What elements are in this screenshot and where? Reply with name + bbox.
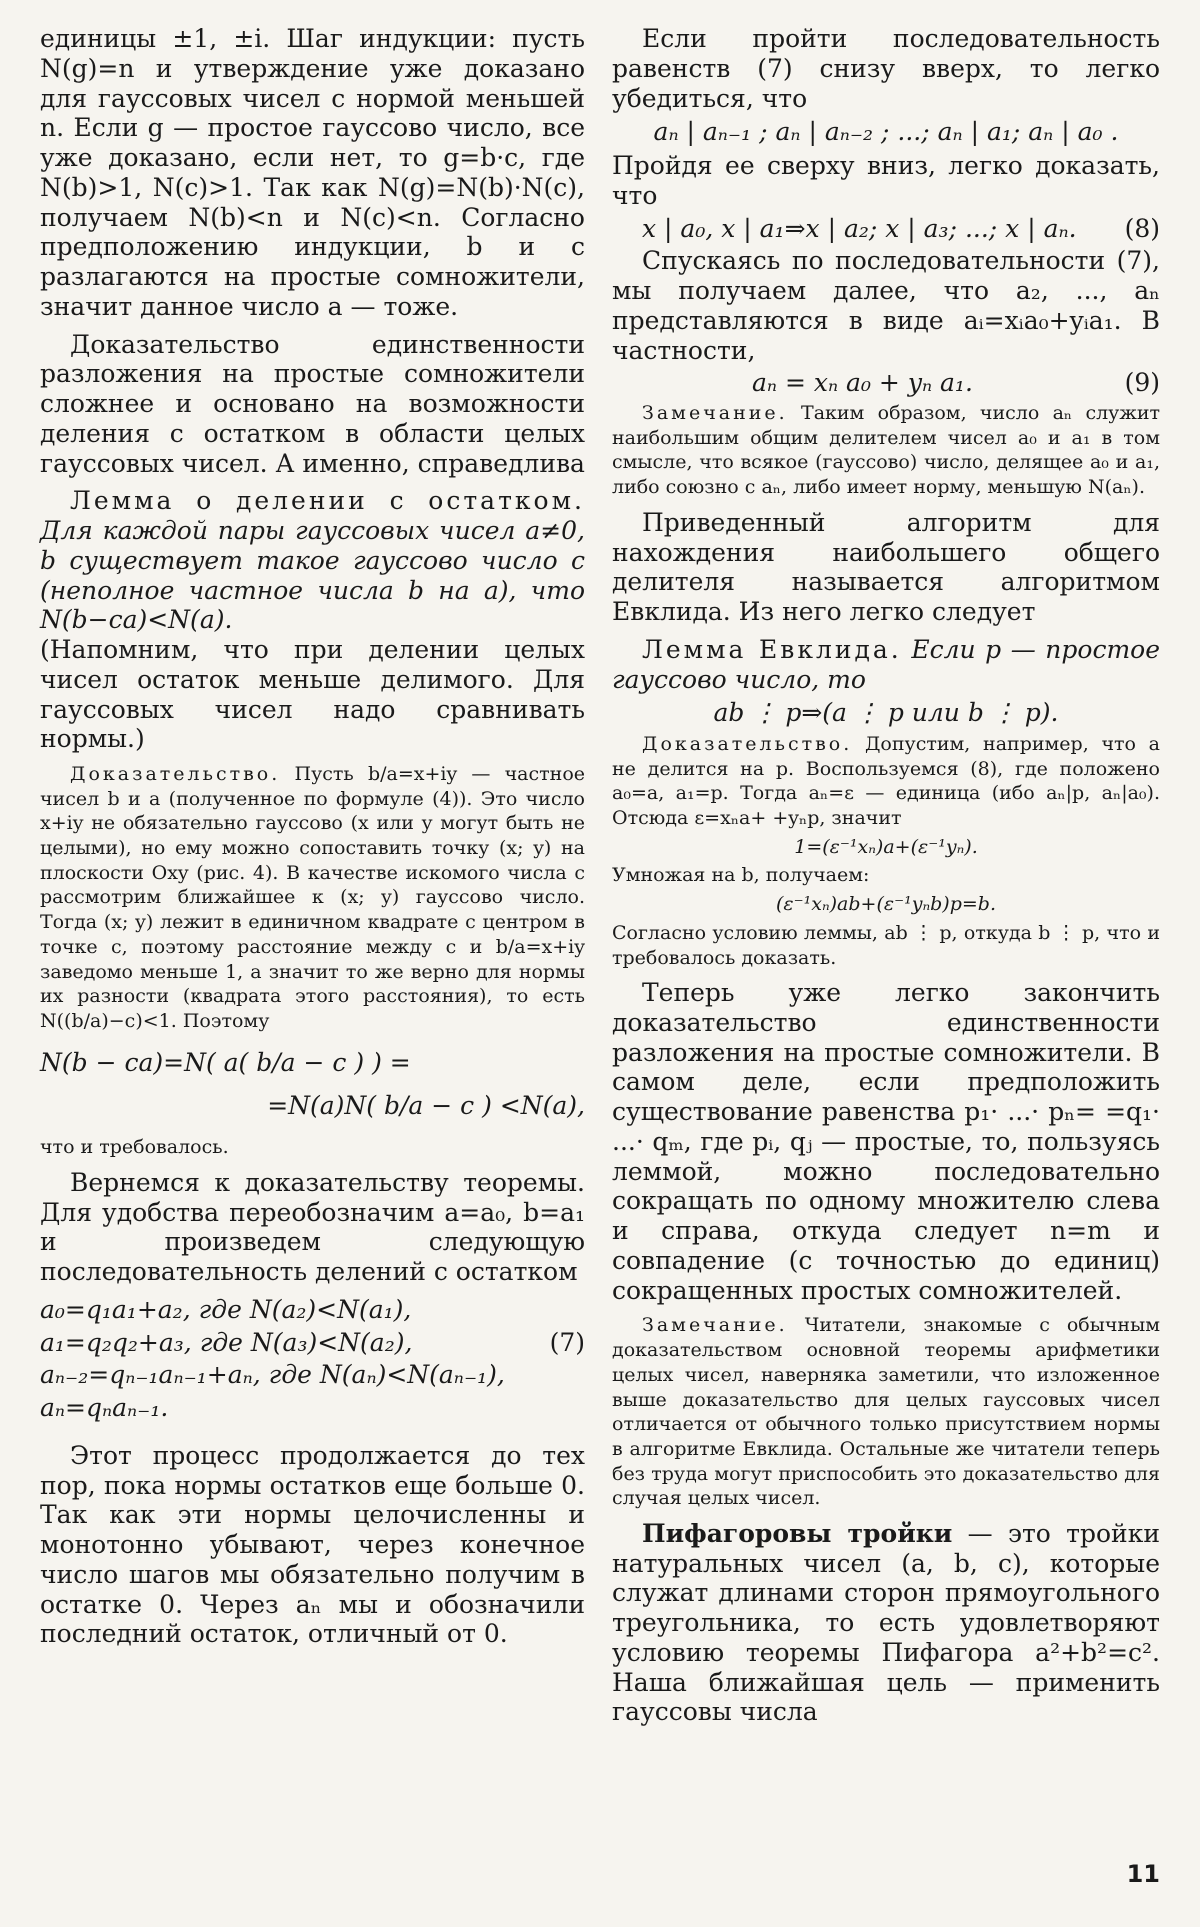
remark-readers-head: Замечание.	[642, 1314, 788, 1337]
formula-proof-2: (ε⁻¹xₙ)ab+(ε⁻¹yₙb)p=b.	[775, 893, 997, 916]
formula-8-text: x | a₀, x | a₁⇒x | a₂; x | a₃; ...; x | aₙ.	[642, 213, 1077, 243]
formula-norm-1: N(b − ca)=N( a( b/a − c ) ) =	[40, 1047, 411, 1077]
proof-division-text: Пусть b/a=x+iy — частное чисел b и a (полученное по формуле (4)). Это число x+iy не обязательно гауссово (x или y могут быть не целыми), но ему можно сопоставить точку (x; y) на плоскости Oxy (рис. 4). В качестве искомого числа c рассмотрим ближайшее к (x; y) гауссово число. Тогда (x; y) лежит в единичном квадрате с центром в точке c, поэтому расстояние между c и b/a=x+iy заведомо меньше 1, а значит то же верно для нормы их разности (квадрата этого расстояния), то есть N((b/a)−c)<1. Поэтому	[40, 763, 586, 1032]
equation-line-2-text: a₁=q₂q₂+a₃, где N(a₃)<N(a₂),	[40, 1327, 413, 1357]
remark-readers	[612, 1313, 1160, 1511]
formula-divides-an: aₙ | aₙ₋₁ ; aₙ | aₙ₋₂ ; ...; aₙ | a₁; aₙ | a₀ .	[653, 117, 1119, 147]
proof-euclid-head: Доказательство.	[642, 733, 853, 755]
paragraph-uniqueness-finish: Теперь уже легко закончить доказательство единственности разложения на простые сомножители. В самом деле, если предположить существование равенства p₁· ...· pₙ= =q₁· ...· qₘ, где pᵢ, qⱼ — простые, то, пользуясь леммой, можно последовательно сокращать по одному множителю слева и справа, откуда следует n=m и совпадение (с точностью до единиц) сокращенных простых сомножителей.	[612, 978, 1160, 1305]
remark-gcd-text: Таким образом, число aₙ служит наибольшим общим делителем чисел a₀ и a₁ в том смысле, что всякое (гауссово) число, делящее a₀ и a₁, либо союзно с aₙ, либо имеет норму, меньшую N(aₙ).	[612, 402, 1160, 499]
proof-division-head: Доказательство.	[70, 763, 281, 785]
paragraph-uniqueness-intro: Доказательство единственности разложения на простые сомножители сложнее и основано на возможности деления с остатком в области целых гауссовых чисел. А именно, справедлива	[40, 329, 585, 478]
equation-number-8: (8)	[1124, 213, 1160, 243]
equation-line-1	[40, 1295, 585, 1325]
lemma-euclid-formula: ab ⋮ p⇒(a ⋮ p или b ⋮ p).	[713, 698, 1059, 728]
paragraph-remind: (Напомним, что при делении целых чисел остаток меньше делимого. Для гауссовых чисел надо сравнивать нормы.)	[40, 635, 585, 754]
pythagorean-text: — это тройки натуральных чисел (a, b, c), которые служат длинами сторон прямоугольного треугольника, то есть удовлетворяют условию теоремы Пифагора a²+b²=c². Наша ближайшая цель — применить гауссовы числа	[612, 1518, 1160, 1727]
pythagorean-term: Пифагоровы тройки	[642, 1518, 953, 1548]
proof-euclid-end: Согласно условию леммы, ab ⋮ p, откуда b ⋮ p, что и требовалось доказать.	[612, 921, 1160, 969]
proof-division	[40, 762, 585, 1034]
equation-number-7: (7)	[549, 1327, 585, 1357]
paragraph-process: Этот процесс продолжается до тех пор, пока нормы остатков еще больше 0. Так как эти нормы целочисленны и монотонно убывают, через конечное число шагов мы обязательно получим в остатке 0. Через aₙ мы и обозначили последний остаток, отличный от 0.	[40, 1440, 585, 1649]
lemma-euclid-title: Лемма Евклида.	[642, 634, 902, 664]
paragraph-descending: Спускаясь по последовательности (7), мы получаем далее, что a₂, ..., aₙ представляются в виде aᵢ=xᵢa₀+yᵢa₁. В частности,	[612, 246, 1160, 365]
left-column	[40, 24, 585, 1649]
remark-gcd	[612, 401, 1160, 500]
equation-number-9: (9)	[1124, 368, 1160, 398]
equation-line-2	[40, 1328, 585, 1358]
paragraph-induction-step: единицы ±1, ±i. Шаг индукции: пусть N(g)=n и утверждение уже доказано для гауссовых чисел с нормой меньшей n. Если g — простое гауссово число, все уже доказано, если нет, то g=b·c, где N(b)>1, N(c)>1. Так как N(g)=N(b)·N(c), получаем N(b)<n и N(c)<n. Согласно предположению индукции, b и c разлагаются на простые сомножители, значит данное число a — тоже.	[40, 24, 585, 321]
formula-proof-1: 1=(ε⁻¹xₙ)a+(ε⁻¹yₙ).	[794, 835, 978, 858]
formula-9	[612, 368, 1160, 398]
paragraph-bottom-up: Если пройти последовательность равенств (7) снизу вверх, то легко убедиться, что	[612, 24, 1160, 113]
proof-division-end: что и требовалось.	[40, 1136, 229, 1159]
page-number: 11	[1126, 1860, 1160, 1888]
lemma-division-text: Для каждой пары гауссовых чисел a≠0, b существует такое гауссово число c (неполное частное числа b на a), что N(b−ca)<N(a).	[40, 516, 585, 635]
lemma-euclid-text: Если p — простое гауссово число, то	[612, 634, 1160, 694]
lemma-euclid	[612, 635, 1160, 695]
equation-line-1-text: a₀=q₁a₁+a₂, где N(a₂)<N(a₁),	[40, 1294, 412, 1324]
remark-readers-text: Читатели, знакомые с обычным доказательством основной теоремы арифметики целых чисел, наверняка заметили, что изложенное выше доказательство для целых гауссовых чисел отличается от обычного только присутствием нормы в алгоритме Евклида. Остальные же читатели теперь без труда могут приспособить это доказательство для случая целых чисел.	[612, 1314, 1160, 1510]
equation-system-7	[40, 1295, 585, 1423]
proof-euclid-text: Допустим, например, что a не делится на p. Воспользуемся (8), где положено a₀=a, a₁=p. Тогда aₙ=ε — единица (ибо aₙ|p, aₙ|a₀). Отсюда ε=xₙa+ +yₙp, значит	[612, 733, 1160, 830]
remark-gcd-head: Замечание.	[642, 402, 788, 424]
paragraph-return: Вернемся к доказательству теоремы. Для удобства переобозначим a=a₀, b=a₁ и произведем следующую последовательность делений с остатком	[40, 1167, 585, 1286]
equation-line-4	[40, 1393, 585, 1423]
right-column	[612, 24, 1160, 1727]
lemma-division-title: Лемма о делении с остатком.	[70, 486, 585, 516]
equation-line-3-text: aₙ₋₂=qₙ₋₁aₙ₋₁+aₙ, где N(aₙ)<N(aₙ₋₁),	[40, 1360, 505, 1390]
formula-8	[612, 214, 1160, 244]
lemma-division	[40, 486, 585, 635]
proof-euclid-mid: Умножая на b, получаем:	[612, 864, 870, 887]
equation-line-4-text: aₙ=qₙaₙ₋₁.	[40, 1393, 169, 1422]
paragraph-top-down: Пройдя ее сверху вниз, легко доказать, что	[612, 151, 1160, 210]
equation-line-3	[40, 1360, 585, 1390]
paragraph-euclid-algorithm: Приведенный алгоритм для нахождения наибольшего общего делителя называется алгоритмом Евклида. Из него легко следует	[612, 507, 1160, 626]
formula-9-text: aₙ = xₙ a₀ + yₙ a₁.	[752, 368, 973, 398]
proof-euclid	[612, 732, 1160, 831]
paragraph-pythagorean	[612, 1519, 1160, 1727]
formula-norm-2: =N(a)N( b/a − c ) <N(a),	[267, 1091, 585, 1121]
